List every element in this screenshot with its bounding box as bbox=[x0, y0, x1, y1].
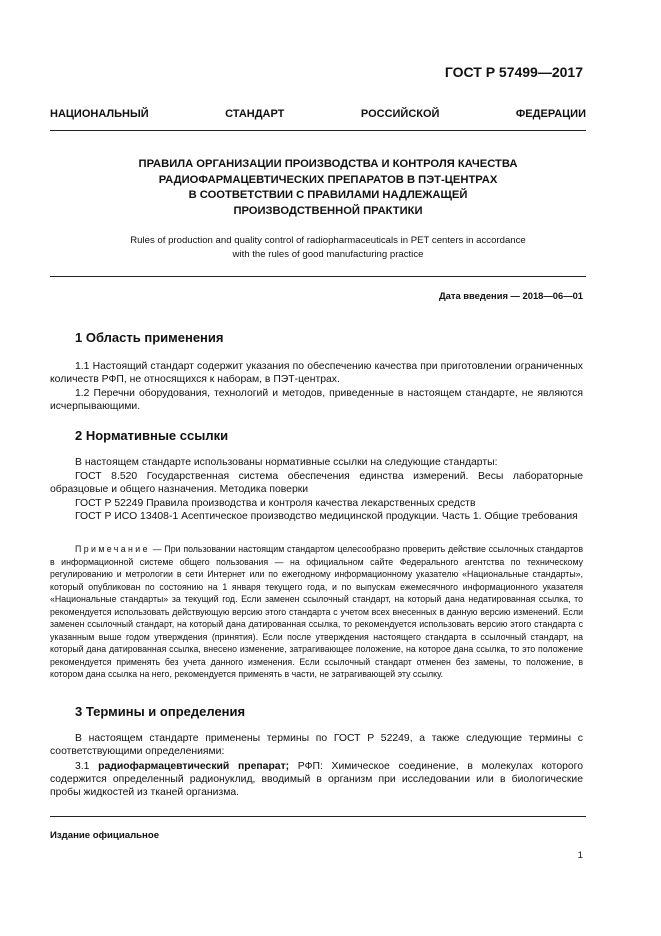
term-number: 3.1 bbox=[75, 761, 99, 772]
introduction-date: Дата введения — 2018—06—01 bbox=[438, 290, 583, 301]
title-line: ПРАВИЛА ОРГАНИЗАЦИИ ПРОИЗВОДСТВА И КОНТРОЛЯ КАЧЕСТВА bbox=[138, 158, 518, 170]
note-label: Примечание bbox=[75, 544, 150, 554]
page-number: 1 bbox=[577, 850, 583, 861]
term-definition bbox=[50, 760, 583, 800]
section-2-heading: 2 Нормативные ссылки bbox=[75, 428, 229, 443]
section-3-heading: 3 Термины и определения bbox=[75, 704, 246, 719]
document-title bbox=[60, 157, 596, 219]
section-1-paragraph: 1.1 Настоящий стандарт содержит указания по обеспечению качества при приготовлении ограниченных количеств РФП, не относящихся к наборам, в ПЭТ-центрах. bbox=[50, 361, 583, 386]
section-3-paragraph: В настоящем стандарте применены термины по ГОСТ Р 52249, а также следующие термины с соответствующими определениями: bbox=[50, 733, 583, 758]
document-code: ГОСТ Р 57499—2017 bbox=[444, 64, 583, 80]
english-title-line: Rules of production and quality control of radiopharmaceuticals in PET centers in accordance bbox=[130, 235, 526, 246]
section-2-reference: ГОСТ Р ИСО 13408-1 Асептическое производство медицинской продукции. Часть 1. Общие требования bbox=[75, 511, 578, 522]
section-2-reference: ГОСТ Р 52249 Правила производства и контроля качества лекарственных средств bbox=[75, 497, 476, 509]
section-2-note bbox=[50, 543, 583, 681]
title-line: ПРОИЗВОДСТВЕННОЙ ПРАКТИКИ bbox=[233, 204, 423, 217]
banner-word: СТАНДАРТ bbox=[225, 108, 285, 120]
note-text: — При пользовании настоящим стандартом целесообразно проверить действие ссылочных стандартов в информационной системе общего пользования — на официальном сайте Федерального агентства по техническому регулированию и метрологии в сети Интернет или по ежегодному информационному указателю «Национальные стандарты», который опубликован по состоянию на 1 января текущего года, и по выпускам ежемесячного информационного указателя «Национальные стандарты» за текущий год. Если заменен ссылочный стандарт, на который дана недатированная ссылка, то рекомендуется использовать действующую версию этого стандарта с учетом всех внесенных в данную версию изменений. Если заменен ссылочный стандарт, на который дана датированная ссылка, то рекомендуется использовать версию этого стандарта с указанным выше годом утверждения (принятия). Если после утверждения настоящего стандарта в ссылочный стандарт, на который дана датированная ссылка, внесено изменение, затрагивающее положение, на которое дана ссылка, то это положение рекомендуется применять без учета данного изменения. Если ссылочный стандарт отменен без замены, то положение, в котором дана ссылка на него, рекомендуется применять в части, не затрагивающей эту ссылку. bbox=[50, 544, 583, 679]
divider bbox=[50, 816, 586, 817]
title-line: РАДИОФАРМАЦЕВТИЧЕСКИХ ПРЕПАРАТОВ В ПЭТ-ЦЕНТРАХ bbox=[158, 173, 498, 186]
divider bbox=[50, 276, 586, 277]
official-edition-label: Издание официальное bbox=[50, 830, 160, 841]
term-name: радиофармацевтический препарат; bbox=[98, 761, 290, 772]
divider bbox=[50, 130, 586, 131]
banner-word: НАЦИОНАЛЬНЫЙ bbox=[50, 108, 149, 120]
term-text: РФП: Химическое соединение, в молекулах которого содержится определенный радионуклид, вводимый в организм при исследовании или в биологические пробы жидкостей из тканей организма. bbox=[50, 761, 583, 799]
section-1-paragraph: 1.2 Перечни оборудования, технологий и методов, приведенные в настоящем стандарте, не являются исчерпывающими. bbox=[50, 388, 583, 413]
section-1-heading: 1 Область применения bbox=[75, 330, 224, 345]
section-2-reference: ГОСТ 8.520 Государственная система обеспечения единства измерений. Весы лабораторные образцовые и общего назначения. Методика поверки bbox=[50, 470, 583, 495]
banner-word: ФЕДЕРАЦИИ bbox=[515, 108, 586, 120]
english-title bbox=[60, 234, 596, 262]
national-standard-banner bbox=[50, 108, 586, 120]
english-title-line: with the rules of good manufacturing practice bbox=[232, 249, 424, 260]
title-line: В СООТВЕТСТВИИ С ПРАВИЛАМИ НАДЛЕЖАЩЕЙ bbox=[188, 189, 468, 201]
section-2-paragraph: В настоящем стандарте использованы нормативные ссылки на следующие стандарты: bbox=[75, 457, 498, 468]
banner-word: РОССИЙСКОЙ bbox=[360, 108, 440, 120]
